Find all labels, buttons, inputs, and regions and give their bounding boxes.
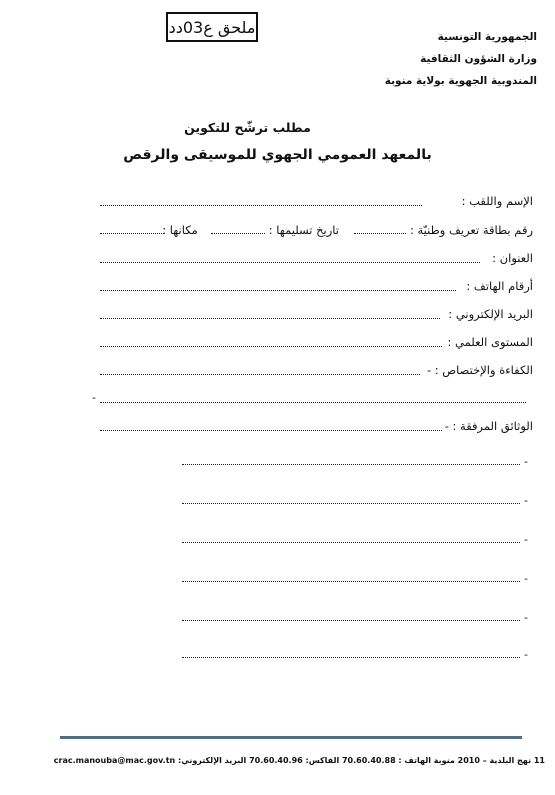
- phone-line[interactable]: [100, 277, 456, 291]
- id-date-line[interactable]: [211, 222, 265, 234]
- id-date-label: تاريخ تسليمها :: [268, 223, 340, 237]
- skills-label: الكفاءة والإختصاص : -: [426, 363, 533, 377]
- education-field[interactable]: [100, 333, 533, 351]
- education-label: المستوى العلمي :: [447, 335, 533, 349]
- skills-line[interactable]: [100, 361, 420, 375]
- email-field[interactable]: [100, 305, 533, 323]
- title-line-1: مطلب ترشّح للتكوين: [184, 120, 311, 135]
- documents-field[interactable]: [100, 417, 533, 435]
- documents-label: الوثائق المرفقة : -: [444, 419, 533, 433]
- document-line-2[interactable]: [182, 503, 520, 504]
- annex-label: ملحق ع03دد: [166, 12, 258, 42]
- phone-label: أرقام الهاتف :: [466, 279, 533, 293]
- address-line[interactable]: [100, 249, 480, 263]
- document-dash-3: -: [524, 533, 528, 546]
- name-field[interactable]: [100, 192, 533, 210]
- document-line-4[interactable]: [182, 581, 520, 582]
- phone-field[interactable]: [100, 277, 533, 295]
- documents-line[interactable]: [100, 417, 442, 431]
- letterhead: [385, 26, 537, 92]
- footer-divider: [60, 736, 522, 739]
- document-dash-4: -: [524, 572, 528, 585]
- education-line[interactable]: [100, 333, 442, 347]
- address-field[interactable]: [100, 249, 533, 267]
- id-card-line[interactable]: [354, 222, 406, 234]
- skills-continuation-dash: -: [92, 391, 96, 404]
- id-card-label: رقم بطاقة تعريف وطنيّة :: [409, 223, 533, 237]
- title-line-2: بالمعهد العمومي الجهوي للموسيقى والرقص: [123, 147, 432, 163]
- letterhead-delegation: المندوبية الجهوية بولاية منوبة: [384, 75, 537, 87]
- document-line-5[interactable]: [182, 620, 520, 621]
- skills-continuation-line[interactable]: [100, 402, 526, 403]
- id-card-row: [100, 221, 533, 239]
- name-label: الإسم واللقب :: [461, 194, 533, 208]
- form-title: [0, 120, 555, 163]
- document-dash-1: -: [524, 455, 528, 468]
- document-dash-2: -: [524, 494, 528, 507]
- document-dash-6: -: [524, 648, 528, 661]
- address-label: العنوان :: [492, 251, 533, 265]
- letterhead-republic: الجمهورية التونسية: [437, 31, 537, 43]
- email-line[interactable]: [100, 305, 440, 319]
- footer-contact: 11 نهج البلدية – 2010 منوبة الهاتف : 70.60.40.88 الفاكس: 70.60.40.96 البريد الإلكتروني: crac.manouba@mac.gov.tn: [53, 756, 545, 765]
- name-line[interactable]: [100, 192, 422, 206]
- document-dash-5: -: [524, 611, 528, 624]
- letterhead-ministry: وزارة الشؤون الثقافية: [420, 53, 537, 65]
- skills-field[interactable]: [100, 361, 533, 379]
- document-line-1[interactable]: [182, 464, 520, 465]
- email-label: البريد الإلكتروني :: [448, 307, 533, 321]
- id-place-line[interactable]: [100, 233, 164, 234]
- document-line-3[interactable]: [182, 542, 520, 543]
- id-place-label: مكانها :: [162, 223, 198, 237]
- document-line-6[interactable]: [182, 657, 520, 658]
